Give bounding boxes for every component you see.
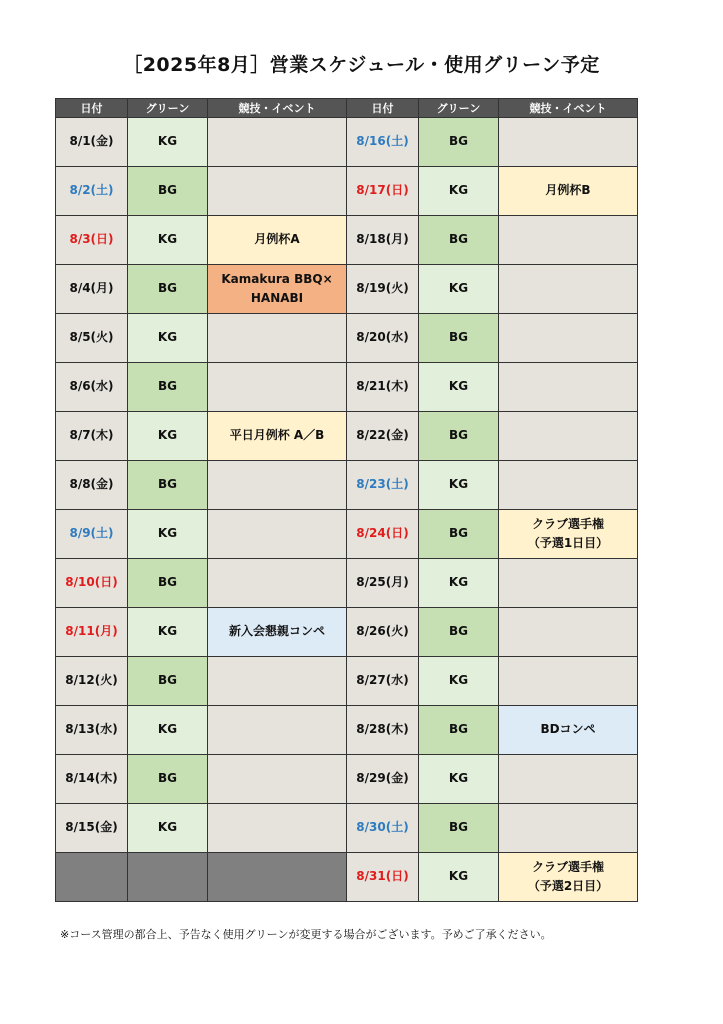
green-cell: KG bbox=[128, 216, 208, 265]
date-cell: 8/15(金) bbox=[56, 804, 128, 853]
green-cell: KG bbox=[128, 510, 208, 559]
event-cell bbox=[499, 804, 638, 853]
date-cell: 8/17(日) bbox=[347, 167, 419, 216]
event-cell: クラブ選手権 （予選2日目） bbox=[499, 853, 638, 902]
table-row bbox=[56, 559, 638, 608]
table-row bbox=[56, 118, 638, 167]
date-cell: 8/24(日) bbox=[347, 510, 419, 559]
date-cell: 8/5(火) bbox=[56, 314, 128, 363]
table-row bbox=[56, 412, 638, 461]
header-event-left: 競技・イベント bbox=[208, 99, 347, 118]
date-cell: 8/26(火) bbox=[347, 608, 419, 657]
table-row bbox=[56, 216, 638, 265]
header-green-left: グリーン bbox=[128, 99, 208, 118]
green-cell: KG bbox=[128, 314, 208, 363]
date-cell: 8/9(土) bbox=[56, 510, 128, 559]
green-cell: KG bbox=[419, 657, 499, 706]
event-cell: 新入会懇親コンペ bbox=[208, 608, 347, 657]
event-cell bbox=[208, 363, 347, 412]
event-cell bbox=[208, 559, 347, 608]
date-cell: 8/14(木) bbox=[56, 755, 128, 804]
event-cell bbox=[499, 412, 638, 461]
date-cell: 8/16(土) bbox=[347, 118, 419, 167]
header-green-right: グリーン bbox=[419, 99, 499, 118]
event-cell bbox=[208, 118, 347, 167]
green-cell: KG bbox=[128, 706, 208, 755]
green-cell: BG bbox=[128, 167, 208, 216]
date-cell: 8/25(月) bbox=[347, 559, 419, 608]
event-cell bbox=[208, 755, 347, 804]
green-cell: KG bbox=[419, 363, 499, 412]
event-cell bbox=[208, 853, 347, 902]
green-cell: BG bbox=[419, 216, 499, 265]
event-cell bbox=[208, 657, 347, 706]
green-cell: KG bbox=[128, 804, 208, 853]
page-title: ［2025年8月］営業スケジュール・使用グリーン予定 bbox=[123, 54, 600, 76]
date-cell: 8/1(金) bbox=[56, 118, 128, 167]
green-cell: KG bbox=[419, 265, 499, 314]
date-cell: 8/23(土) bbox=[347, 461, 419, 510]
header-row bbox=[56, 99, 638, 118]
green-cell: KG bbox=[128, 608, 208, 657]
date-cell: 8/28(木) bbox=[347, 706, 419, 755]
table-row bbox=[56, 853, 638, 902]
event-cell bbox=[499, 363, 638, 412]
date-cell: 8/21(木) bbox=[347, 363, 419, 412]
date-cell: 8/20(水) bbox=[347, 314, 419, 363]
event-cell: BDコンペ bbox=[499, 706, 638, 755]
table-row bbox=[56, 804, 638, 853]
event-cell: クラブ選手権 （予選1日目） bbox=[499, 510, 638, 559]
green-cell: BG bbox=[128, 755, 208, 804]
header-event-right: 競技・イベント bbox=[499, 99, 638, 118]
table-row bbox=[56, 657, 638, 706]
event-cell: 月例杯A bbox=[208, 216, 347, 265]
green-cell: KG bbox=[419, 461, 499, 510]
table-row bbox=[56, 510, 638, 559]
event-cell bbox=[499, 314, 638, 363]
green-cell: KG bbox=[419, 853, 499, 902]
green-cell: BG bbox=[419, 706, 499, 755]
green-cell: BG bbox=[128, 363, 208, 412]
green-cell: BG bbox=[419, 804, 499, 853]
green-cell: BG bbox=[419, 314, 499, 363]
table-row bbox=[56, 167, 638, 216]
date-cell: 8/4(月) bbox=[56, 265, 128, 314]
date-cell: 8/6(水) bbox=[56, 363, 128, 412]
green-cell: BG bbox=[419, 412, 499, 461]
event-cell bbox=[208, 804, 347, 853]
date-cell: 8/11(月) bbox=[56, 608, 128, 657]
date-cell: 8/29(金) bbox=[347, 755, 419, 804]
event-cell bbox=[499, 608, 638, 657]
table-row bbox=[56, 706, 638, 755]
table-row bbox=[56, 314, 638, 363]
date-cell: 8/3(日) bbox=[56, 216, 128, 265]
table-row bbox=[56, 755, 638, 804]
header-date-left: 日付 bbox=[56, 99, 128, 118]
event-cell bbox=[499, 265, 638, 314]
date-cell: 8/12(火) bbox=[56, 657, 128, 706]
event-cell bbox=[499, 657, 638, 706]
green-cell: KG bbox=[128, 118, 208, 167]
event-cell bbox=[499, 216, 638, 265]
table-row bbox=[56, 363, 638, 412]
green-cell: KG bbox=[419, 167, 499, 216]
event-cell bbox=[499, 559, 638, 608]
event-cell bbox=[499, 118, 638, 167]
table-row bbox=[56, 461, 638, 510]
green-cell: BG bbox=[419, 608, 499, 657]
green-cell bbox=[128, 853, 208, 902]
date-cell: 8/7(木) bbox=[56, 412, 128, 461]
date-cell: 8/27(水) bbox=[347, 657, 419, 706]
date-cell: 8/10(日) bbox=[56, 559, 128, 608]
date-cell: 8/13(水) bbox=[56, 706, 128, 755]
date-cell: 8/30(土) bbox=[347, 804, 419, 853]
green-cell: KG bbox=[419, 755, 499, 804]
green-cell: BG bbox=[128, 461, 208, 510]
event-cell bbox=[208, 314, 347, 363]
event-cell bbox=[208, 510, 347, 559]
event-cell bbox=[499, 461, 638, 510]
green-cell: BG bbox=[128, 657, 208, 706]
green-cell: BG bbox=[419, 118, 499, 167]
schedule-table bbox=[55, 98, 638, 902]
event-cell: 月例杯B bbox=[499, 167, 638, 216]
green-cell: BG bbox=[128, 265, 208, 314]
footnote: ※コース管理の都合上、予告なく使用グリーンが変更する場合がございます。予めご了承ください。 bbox=[60, 928, 552, 941]
event-cell bbox=[208, 461, 347, 510]
green-cell: BG bbox=[128, 559, 208, 608]
event-cell: Kamakura BBQ× HANABI bbox=[208, 265, 347, 314]
date-cell: 8/18(月) bbox=[347, 216, 419, 265]
table-row bbox=[56, 608, 638, 657]
date-cell: 8/19(火) bbox=[347, 265, 419, 314]
green-cell: BG bbox=[419, 510, 499, 559]
event-cell bbox=[208, 706, 347, 755]
date-cell: 8/8(金) bbox=[56, 461, 128, 510]
header-date-right: 日付 bbox=[347, 99, 419, 118]
event-cell bbox=[208, 167, 347, 216]
green-cell: KG bbox=[419, 559, 499, 608]
date-cell: 8/31(日) bbox=[347, 853, 419, 902]
date-cell: 8/2(土) bbox=[56, 167, 128, 216]
date-cell: 8/22(金) bbox=[347, 412, 419, 461]
event-cell: 平日月例杯 A／B bbox=[208, 412, 347, 461]
date-cell bbox=[56, 853, 128, 902]
event-cell bbox=[499, 755, 638, 804]
table-row bbox=[56, 265, 638, 314]
green-cell: KG bbox=[128, 412, 208, 461]
